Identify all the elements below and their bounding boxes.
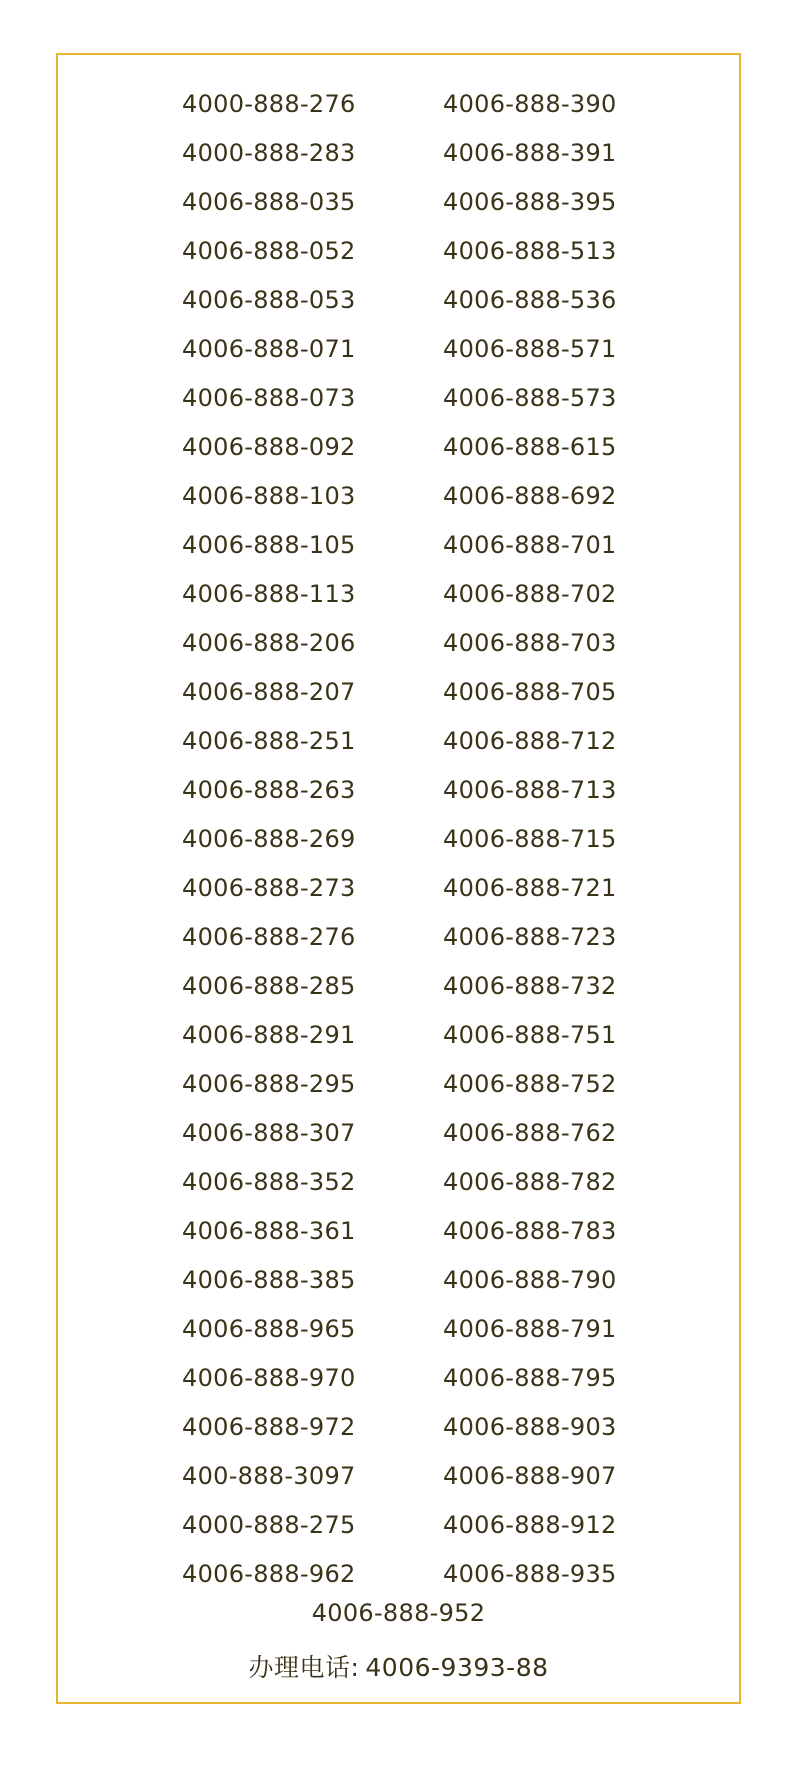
phone-number-right: 4006-888-752 [443, 1070, 617, 1098]
phone-number-right: 4006-888-705 [443, 678, 617, 706]
contact-phone: 4006-9393-88 [365, 1653, 549, 1682]
last-phone-number: 4006-888-952 [311, 1599, 486, 1627]
number-row [58, 378, 739, 427]
number-row [58, 1260, 739, 1309]
phone-number-right: 4006-888-615 [443, 433, 617, 461]
number-row [58, 868, 739, 917]
phone-number-right: 4006-888-783 [443, 1217, 617, 1245]
phone-number-left: 4006-888-285 [182, 972, 356, 1000]
number-row [58, 672, 739, 721]
phone-number-right: 4006-888-390 [443, 90, 617, 118]
number-row [58, 623, 739, 672]
phone-number-right: 4006-888-701 [443, 531, 617, 559]
number-row [58, 182, 739, 231]
phone-number-left: 4000-888-276 [182, 90, 356, 118]
phone-number-right: 4006-888-692 [443, 482, 617, 510]
phone-number-left: 4006-888-113 [182, 580, 356, 608]
number-row [58, 1162, 739, 1211]
phone-number-right: 4006-888-935 [443, 1560, 617, 1588]
number-row [58, 525, 739, 574]
number-row [58, 1064, 739, 1113]
phone-number-left: 4006-888-273 [182, 874, 356, 902]
number-list-frame [56, 53, 741, 1704]
number-row [58, 329, 739, 378]
number-row [58, 966, 739, 1015]
phone-number-left: 4000-888-283 [182, 139, 356, 167]
phone-number-left: 4006-888-073 [182, 384, 356, 412]
phone-number-right: 4006-888-513 [443, 237, 617, 265]
phone-number-left: 4006-888-251 [182, 727, 356, 755]
phone-number-right: 4006-888-782 [443, 1168, 617, 1196]
phone-number-right: 4006-888-712 [443, 727, 617, 755]
phone-number-left: 4006-888-361 [182, 1217, 356, 1245]
phone-number-left: 4006-888-291 [182, 1021, 356, 1049]
contact-line [58, 1648, 739, 1688]
number-row [58, 427, 739, 476]
phone-number-left: 4000-888-275 [182, 1511, 356, 1539]
phone-number-left: 4006-888-053 [182, 286, 356, 314]
phone-number-left: 400-888-3097 [182, 1462, 356, 1490]
phone-number-left: 4006-888-071 [182, 335, 356, 363]
phone-number-right: 4006-888-395 [443, 188, 617, 216]
number-row [58, 819, 739, 868]
phone-number-left: 4006-888-295 [182, 1070, 356, 1098]
number-grid [58, 84, 739, 1603]
number-row [58, 231, 739, 280]
phone-number-right: 4006-888-573 [443, 384, 617, 412]
phone-number-right: 4006-888-391 [443, 139, 617, 167]
phone-number-left: 4006-888-970 [182, 1364, 356, 1392]
number-row [58, 721, 739, 770]
number-row [58, 1358, 739, 1407]
number-row [58, 476, 739, 525]
phone-number-right: 4006-888-721 [443, 874, 617, 902]
phone-number-right: 4006-888-702 [443, 580, 617, 608]
phone-number-right: 4006-888-536 [443, 286, 617, 314]
number-row [58, 1505, 739, 1554]
number-row [58, 1456, 739, 1505]
phone-number-left: 4006-888-269 [182, 825, 356, 853]
phone-number-right: 4006-888-912 [443, 1511, 617, 1539]
number-row [58, 1309, 739, 1358]
number-row [58, 1113, 739, 1162]
phone-number-right: 4006-888-713 [443, 776, 617, 804]
number-row [58, 1407, 739, 1456]
contact-label: 办理电话: [248, 1653, 360, 1682]
phone-number-left: 4006-888-965 [182, 1315, 356, 1343]
phone-number-right: 4006-888-790 [443, 1266, 617, 1294]
phone-number-right: 4006-888-715 [443, 825, 617, 853]
phone-number-left: 4006-888-276 [182, 923, 356, 951]
number-row [58, 133, 739, 182]
phone-number-right: 4006-888-751 [443, 1021, 617, 1049]
number-row [58, 770, 739, 819]
phone-number-left: 4006-888-105 [182, 531, 356, 559]
phone-number-left: 4006-888-035 [182, 188, 356, 216]
phone-number-right: 4006-888-903 [443, 1413, 617, 1441]
phone-number-right: 4006-888-723 [443, 923, 617, 951]
phone-number-left: 4006-888-962 [182, 1560, 356, 1588]
phone-number-right: 4006-888-762 [443, 1119, 617, 1147]
phone-number-right: 4006-888-795 [443, 1364, 617, 1392]
number-row [58, 280, 739, 329]
number-row [58, 1015, 739, 1064]
phone-number-right: 4006-888-791 [443, 1315, 617, 1343]
phone-number-left: 4006-888-972 [182, 1413, 356, 1441]
phone-number-left: 4006-888-092 [182, 433, 356, 461]
phone-number-left: 4006-888-206 [182, 629, 356, 657]
phone-number-left: 4006-888-307 [182, 1119, 356, 1147]
phone-number-right: 4006-888-703 [443, 629, 617, 657]
phone-number-right: 4006-888-732 [443, 972, 617, 1000]
number-row [58, 1211, 739, 1260]
phone-number-left: 4006-888-052 [182, 237, 356, 265]
number-row [58, 84, 739, 133]
number-row [58, 574, 739, 623]
phone-number-left: 4006-888-207 [182, 678, 356, 706]
phone-number-right: 4006-888-571 [443, 335, 617, 363]
phone-number-left: 4006-888-385 [182, 1266, 356, 1294]
phone-number-left: 4006-888-352 [182, 1168, 356, 1196]
phone-number-left: 4006-888-263 [182, 776, 356, 804]
phone-number-right: 4006-888-907 [443, 1462, 617, 1490]
phone-number-left: 4006-888-103 [182, 482, 356, 510]
number-row [58, 917, 739, 966]
